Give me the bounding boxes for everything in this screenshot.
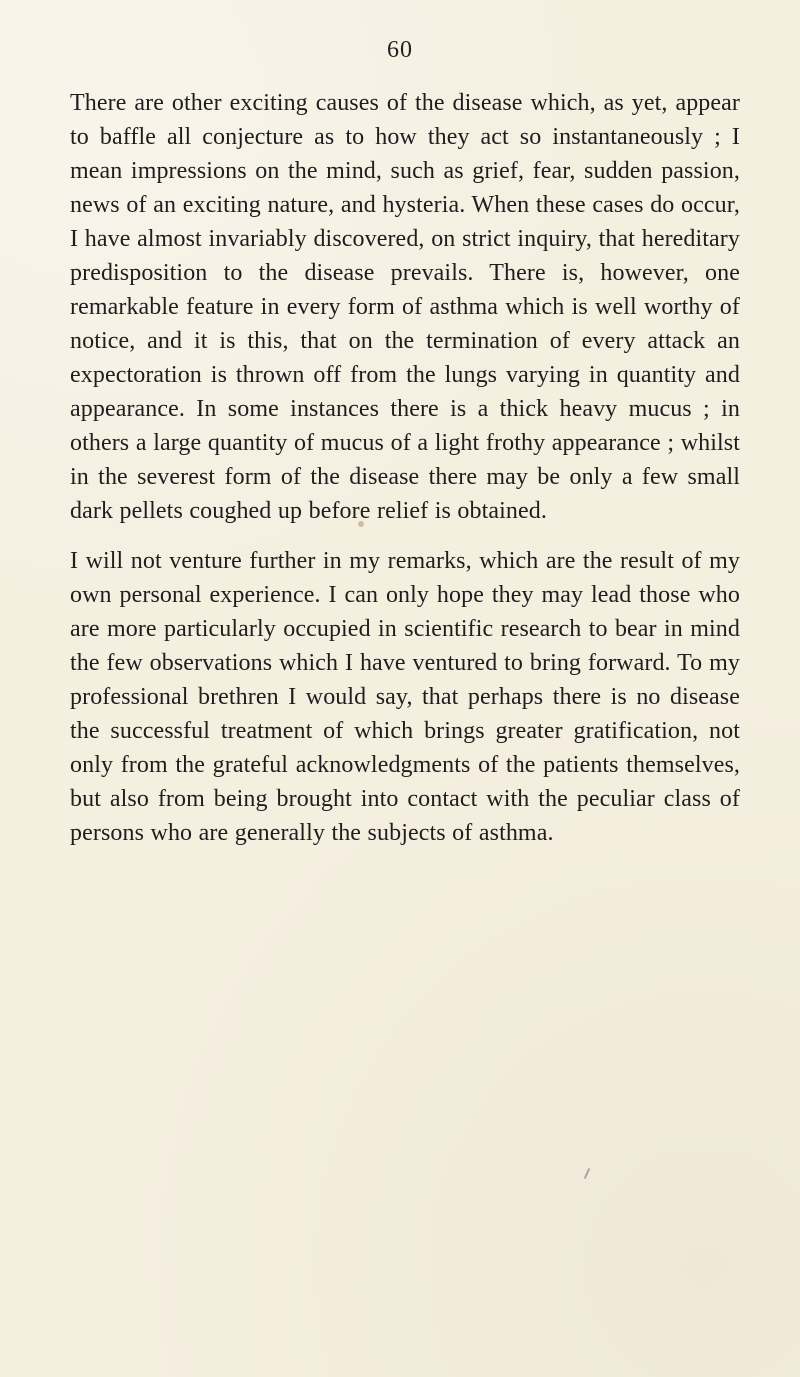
paragraph-1-block: [70, 86, 740, 528]
paragraph-2: I will not venture further in my remarks, which are the result of my own personal experience. I can only hope they may lead those who are more particularly occupied in scientific research to bear in mind the few observations which I have ventured to bring forward. To my professional brethren I would say, that perhaps there is no disease the successful treatment of which brings greater gratification, not only from the grateful acknowledgments of the patients themselves, but also from being brought into contact with the peculiar class of persons who are generally the subjects of asthma.: [70, 548, 740, 846]
paper-speck-mark: [358, 521, 364, 527]
page-number: 60: [387, 37, 413, 63]
paper-pen-mark: [584, 1168, 590, 1179]
paragraph-2-block: [70, 544, 740, 850]
paragraph-1: There are other exciting causes of the disease which, as yet, appear to baffle all conjecture as to how they act so instantaneously ; I mean impressions on the mind, such as grief, fear, sudden passion, news of an exciting nature, and hysteria. When these cases do occur, I have almost invariably discovered, on strict inquiry, that hereditary predisposition to the disease prevails. There is, however, one remarkable feature in every form of asthma which is well worthy of notice, and it is this, that on the termination of every attack an expectoration is thrown off from the lungs varying in quantity and appearance. In some instances there is a thick heavy mucus ; in others a large quantity of mucus of a light frothy appearance ; whilst in the severest form of the disease there may be only a few small dark pellets coughed up before relief is obtained.: [70, 90, 740, 524]
